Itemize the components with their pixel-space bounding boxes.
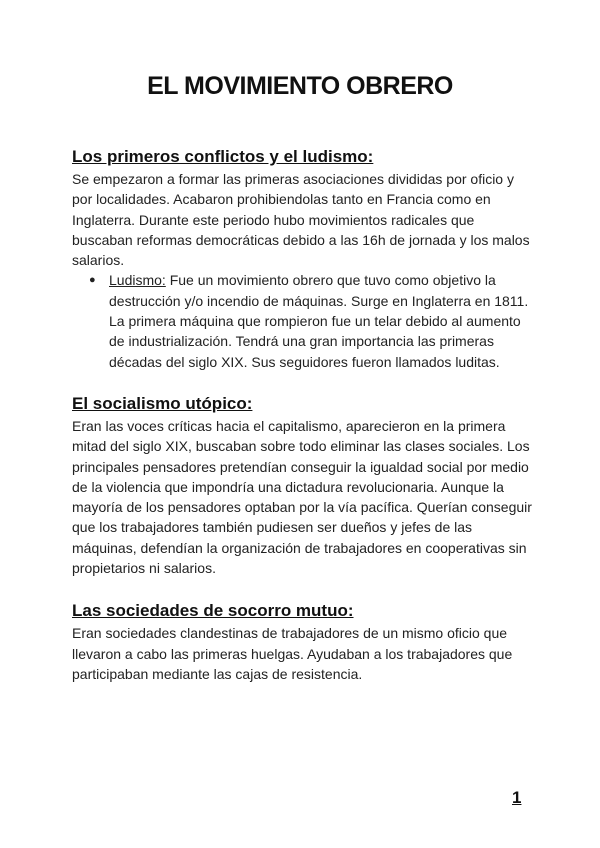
section-body: Se empezaron a formar las primeras asociaciones divididas por oficio y por localidades. Acabaron prohibiendolas tanto en Francia como en Inglaterra. Durante este periodo hubo movimientos radicales que buscaban reformas democráticas debido a las 16h de jornada y los malos salarios. — [72, 171, 530, 269]
section-sociedades-socorro-mutuo — [72, 600, 532, 684]
section-body: Eran las voces críticas hacia el capitalismo, aparecieron en la primera mitad del siglo XIX, buscaban sobre todo eliminar las clases sociales. Los principales pensadores pretendían conseguir la igualdad social por medio de la violencia que impondría una dictadura revolucionaria. Aunque la mayoría de los pensadores optaban por la vía pacífica. Querían conseguir que los trabajadores también pudiesen ser dueños y jefes de las máquinas, defendían la organización de trabajadores en cooperativas sin propietarios ni salarios. — [72, 417, 532, 577]
bullet-dot-icon: ● — [89, 274, 96, 287]
page-number: 1 — [512, 788, 522, 807]
section-body: Eran sociedades clandestinas de trabajadores de un mismo oficio que llevaron a cabo las primeras huelgas. Ayudaban a los trabajadores que participaban mediante las cajas de resistencia. — [72, 625, 513, 682]
list-item — [72, 270, 532, 371]
section-heading: El socialismo utópico: — [72, 393, 253, 413]
bullet-term: Ludismo: — [109, 272, 166, 289]
bullet-text: Fue un movimiento obrero que tuvo como objetivo la destrucción y/o incendio de máquinas. Surge en Inglaterra en 1811. La primera máquina que rompieron fue un telar debido al aumento de industrialización. Tendrá una gran importancia las primeras décadas del siglo XIX. Sus seguidores fueron llamados luditas. — [109, 272, 529, 370]
bullet-list — [72, 270, 532, 371]
document-content — [72, 146, 532, 684]
section-ludismo — [72, 146, 532, 372]
section-socialismo-utopico — [72, 393, 532, 578]
document-title: EL MOVIMIENTO OBRERO — [147, 72, 453, 100]
section-heading: Las sociedades de socorro mutuo: — [72, 601, 354, 621]
section-heading: Los primeros conflictos y el ludismo: — [72, 147, 374, 166]
